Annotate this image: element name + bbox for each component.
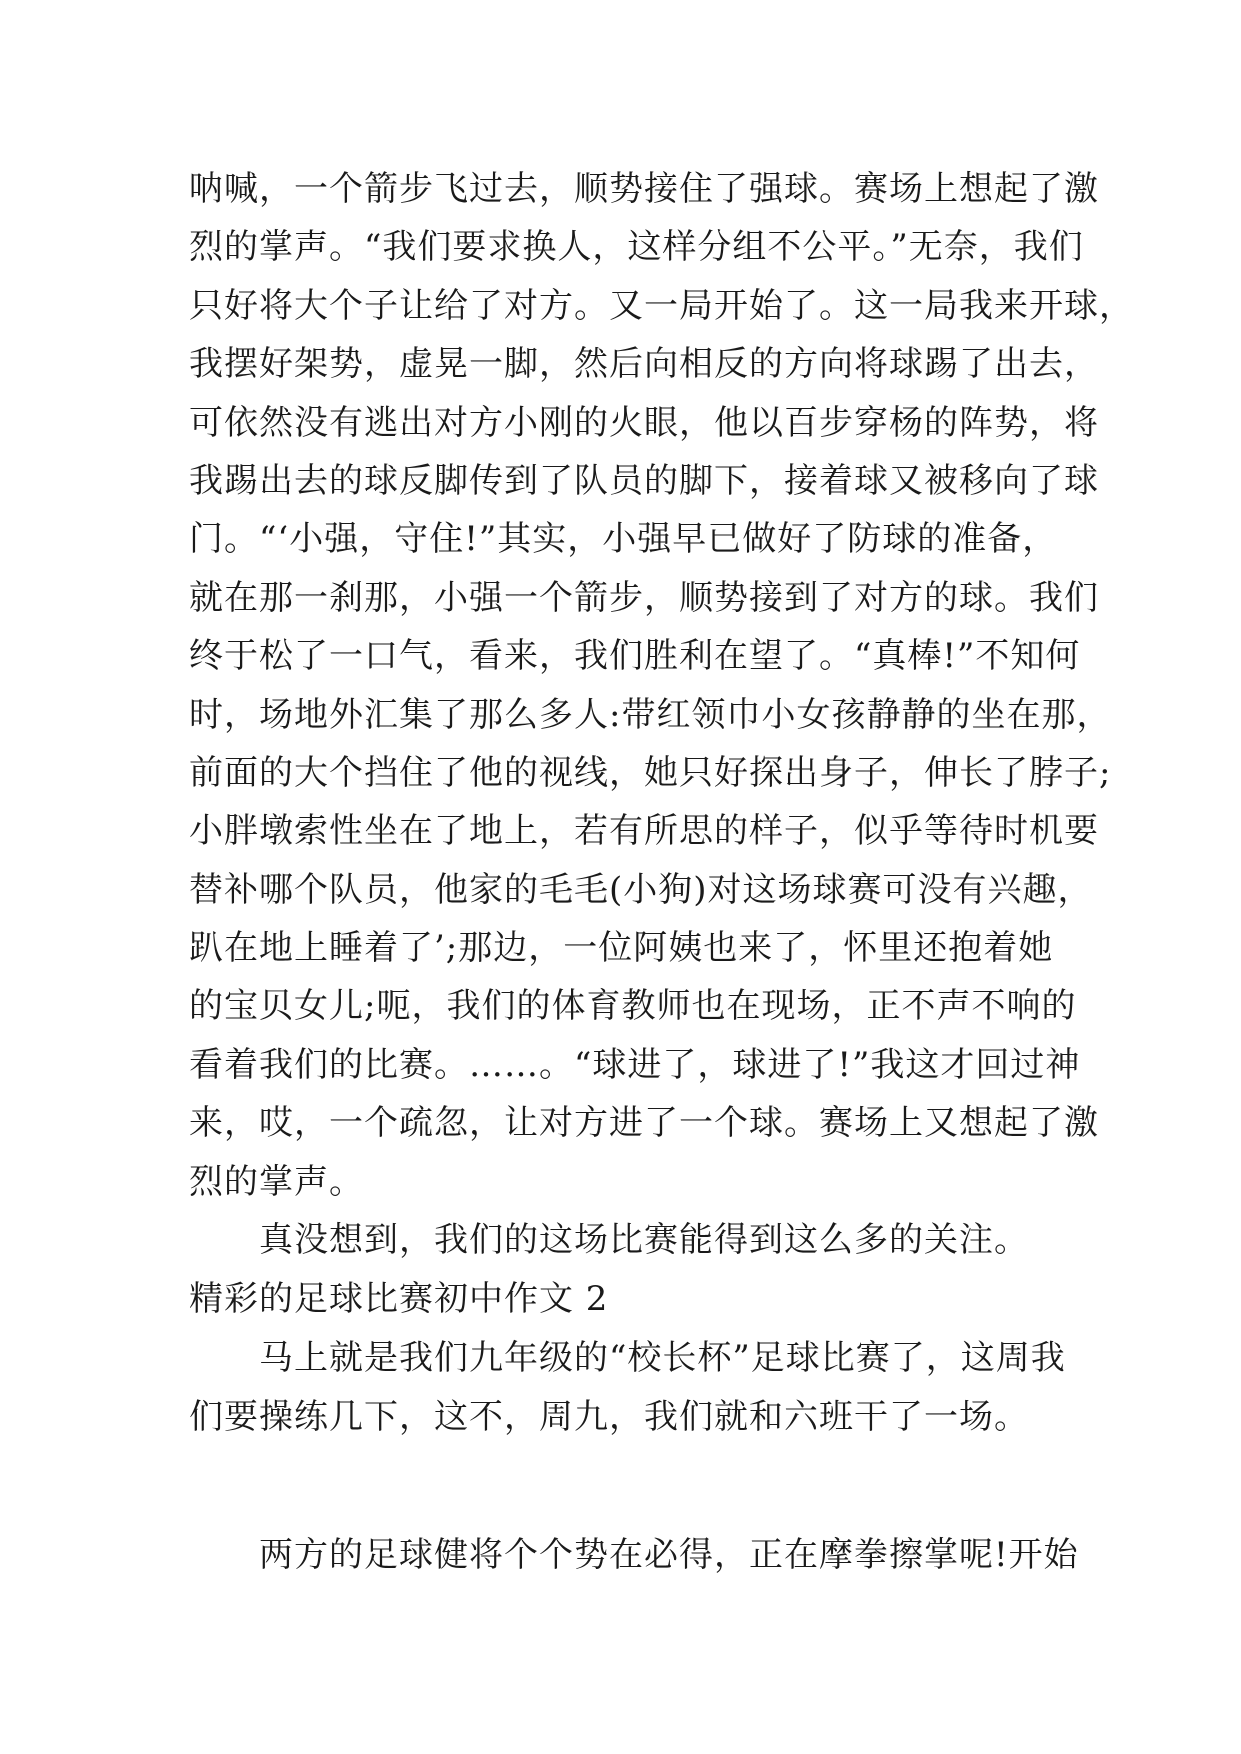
- text-line: 我摆好架势，虚晃一脚，然后向相反的方向将球踢了出去，: [189, 344, 1099, 385]
- section-title: 精彩的足球比赛初中作文 2: [189, 1279, 609, 1320]
- text-line: 来，哎，一个疏忽，让对方进了一个球。赛场上又想起了激: [189, 1103, 1099, 1144]
- paragraph-3: [189, 1329, 1069, 1446]
- text-line: 就在那一刹那，小强一个箭步，顺势接到了对方的球。我们: [189, 577, 1099, 618]
- text-line: 呐喊，一个箭步飞过去，顺势接住了强球。赛场上想起了激: [189, 169, 1099, 209]
- text-line: 时，场地外汇集了那么多人:带红领巾小女孩静静的坐在那，: [189, 694, 1112, 735]
- text-line: 看着我们的比赛。……。“球进了，球进了!”我这才回过神: [189, 1044, 1081, 1085]
- text-line: 们要操练几下，这不，周九，我们就和六班干了一场。: [189, 1396, 1029, 1437]
- text-line: 小胖墩索性坐在了地上，若有所思的样子，似乎等待时机要: [189, 811, 1099, 852]
- text-line: 趴在地上睡着了’;那边，一位阿姨也来了，怀里还抱着她: [189, 928, 1054, 969]
- text-line: 可依然没有逃出对方小刚的火眼，他以百步穿杨的阵势，将: [189, 402, 1099, 443]
- paragraph-2: 真没想到，我们的这场比赛能得到这么多的关注。: [259, 1220, 1029, 1261]
- text-line: 门。“‘小强，守住!”其实，小强早已做好了防球的准备，: [189, 519, 1058, 560]
- text-line: 我踢出去的球反脚传到了队员的脚下，接着球又被移向了球: [189, 460, 1099, 501]
- paragraph-4: 两方的足球健将个个势在必得，正在摩拳擦掌呢!开始: [259, 1535, 1079, 1576]
- text-line: 终于松了一口气，看来，我们胜利在望了。“真棒!”不知何: [189, 636, 1081, 677]
- text-line: 只好将大个子让给了对方。又一局开始了。这一局我来开球，: [189, 285, 1134, 326]
- text-line: 的宝贝女儿;呃，我们的体育教师也在现场，正不声不响的: [189, 986, 1077, 1027]
- text-line: 前面的大个挡住了他的视线，她只好探出身子，伸长了脖子;: [189, 752, 1112, 793]
- paragraph-1: [189, 160, 1134, 1211]
- text-line: 烈的掌声。“我们要求换人，这样分组不公平。”无奈，我们: [189, 227, 1084, 268]
- text-line: 烈的掌声。: [189, 1161, 364, 1202]
- document-body: [189, 160, 1134, 1585]
- paragraph-spacer: [189, 1446, 1069, 1526]
- text-line: 马上就是我们九年级的“校长杯”足球比赛了，这周我: [259, 1338, 1066, 1379]
- text-line: 替补哪个队员，他家的毛毛(小狗)对这场球赛可没有兴趣，: [189, 869, 1093, 910]
